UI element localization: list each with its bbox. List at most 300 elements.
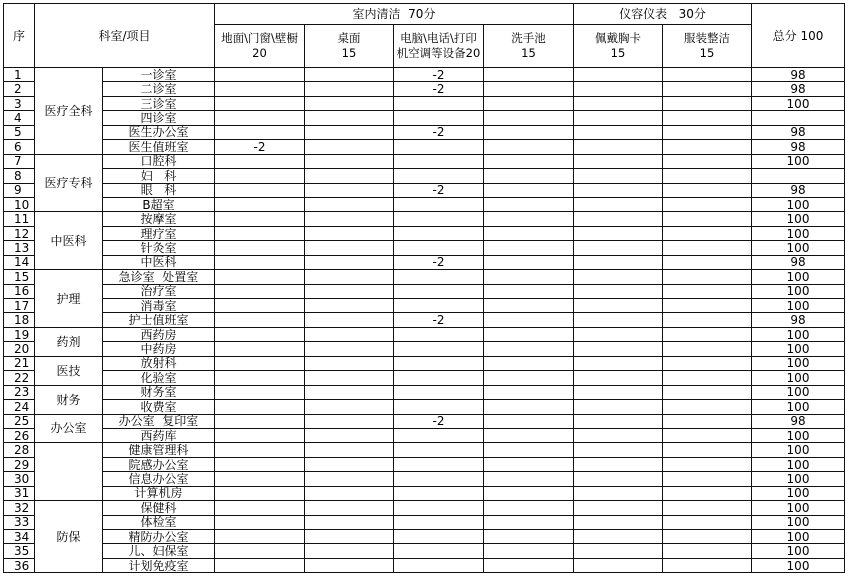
equipment-score-cell [394, 227, 484, 241]
room-name-cell: 体检室 [103, 516, 215, 530]
floor-door-cabinet-header [215, 25, 305, 68]
hygiene-inspection-table [3, 3, 845, 573]
equipment-score-cell [394, 140, 484, 154]
row-number-cell: 10 [4, 198, 35, 212]
sink-score-cell [484, 256, 574, 270]
total-score-cell: 100 [752, 357, 845, 371]
attire-score-cell [663, 415, 752, 429]
room-name-cell: 计算机房 [103, 487, 215, 501]
desk-score-cell [305, 126, 394, 140]
total-score-cell: 100 [752, 501, 845, 515]
row-number-cell: 20 [4, 342, 35, 356]
sink-score-cell [484, 227, 574, 241]
room-name-cell: 财务室 [103, 386, 215, 400]
row-number-cell: 35 [4, 544, 35, 558]
floor-door-cabinet-score-cell [215, 212, 305, 226]
row-number-cell: 32 [4, 501, 35, 515]
sink-score-cell [484, 68, 574, 82]
badge-score-cell [574, 140, 663, 154]
badge-score-cell [574, 241, 663, 255]
total-score-cell: 100 [752, 386, 845, 400]
floor-door-cabinet-score-cell [215, 516, 305, 530]
badge-score-cell [574, 501, 663, 515]
sink-score-cell [484, 82, 574, 96]
desk-score-cell [305, 415, 394, 429]
total-score-cell: 100 [752, 198, 845, 212]
desk-header [305, 25, 394, 68]
attire-score-cell [663, 155, 752, 169]
desk-score-cell [305, 487, 394, 501]
attire-score-cell [663, 270, 752, 284]
equipment-score-cell [394, 97, 484, 111]
row-number-cell: 23 [4, 386, 35, 400]
desk-score-cell [305, 371, 394, 385]
badge-score-cell [574, 342, 663, 356]
attire-score-cell [663, 256, 752, 270]
badge-score-cell [574, 371, 663, 385]
attire-score-cell [663, 241, 752, 255]
badge-score-cell [574, 256, 663, 270]
floor-door-cabinet-score-cell [215, 357, 305, 371]
sink-score-cell [484, 285, 574, 299]
attire-score-cell [663, 169, 752, 183]
equipment-header [394, 25, 484, 68]
badge-score-cell [574, 212, 663, 226]
column-header-line: 15 [521, 46, 536, 60]
desk-score-cell [305, 212, 394, 226]
attire-score-cell [663, 212, 752, 226]
row-number-cell: 14 [4, 256, 35, 270]
row-number-cell: 36 [4, 559, 35, 573]
row-number-cell: 6 [4, 140, 35, 154]
room-name-cell: 计划免疫室 [103, 559, 215, 573]
total-score-cell: 98 [752, 415, 845, 429]
attire-score-cell [663, 530, 752, 544]
room-name-cell: 护士值班室 [103, 313, 215, 327]
attire-score-cell [663, 111, 752, 125]
attire-score-cell [663, 342, 752, 356]
desk-score-cell [305, 501, 394, 515]
room-name-cell: 按摩室 [103, 212, 215, 226]
room-name-cell: 针灸室 [103, 241, 215, 255]
sink-score-cell [484, 126, 574, 140]
row-number-cell: 8 [4, 169, 35, 183]
floor-door-cabinet-score-cell [215, 155, 305, 169]
total-score-cell: 100 [752, 270, 845, 284]
equipment-score-cell [394, 516, 484, 530]
equipment-score-cell [394, 386, 484, 400]
column-header-line: 机空调等设备20 [396, 46, 481, 60]
floor-door-cabinet-score-cell [215, 415, 305, 429]
equipment-score-cell [394, 212, 484, 226]
attire-score-cell [663, 472, 752, 486]
row-number-cell: 2 [4, 82, 35, 96]
attire-score-cell [663, 313, 752, 327]
total-score-cell: 98 [752, 126, 845, 140]
equipment-score-cell: -2 [394, 415, 484, 429]
attire-score-cell [663, 198, 752, 212]
attire-score-cell [663, 487, 752, 501]
total-score-cell: 100 [752, 400, 845, 414]
desk-score-cell [305, 386, 394, 400]
equipment-score-cell [394, 198, 484, 212]
column-header-line: 桌面 [337, 31, 361, 45]
sink-score-cell [484, 140, 574, 154]
badge-score-cell [574, 68, 663, 82]
desk-score-cell [305, 198, 394, 212]
sink-score-cell [484, 357, 574, 371]
column-header-line: 15 [341, 46, 357, 60]
room-name-cell: 放射科 [103, 357, 215, 371]
desk-score-cell [305, 140, 394, 154]
badge-score-cell [574, 429, 663, 443]
badge-score-cell [574, 227, 663, 241]
badge-score-cell [574, 386, 663, 400]
room-name-cell: 西药房 [103, 328, 215, 342]
desk-score-cell [305, 241, 394, 255]
sink-header [484, 25, 574, 68]
floor-door-cabinet-score-cell [215, 472, 305, 486]
row-number-cell: 30 [4, 472, 35, 486]
row-number-cell: 5 [4, 126, 35, 140]
room-name-cell: 一诊室 [103, 68, 215, 82]
total-score-cell: 100 [752, 212, 845, 226]
desk-score-cell [305, 342, 394, 356]
badge-score-cell [574, 313, 663, 327]
equipment-score-cell: -2 [394, 68, 484, 82]
department-header: 科室/项目 [35, 4, 215, 68]
column-header-line: 20 [252, 46, 267, 60]
room-name-cell: 理疗室 [103, 227, 215, 241]
sink-score-cell [484, 313, 574, 327]
equipment-score-cell: -2 [394, 184, 484, 198]
row-number-cell: 24 [4, 400, 35, 414]
equipment-score-cell [394, 429, 484, 443]
total-score-cell: 98 [752, 313, 845, 327]
desk-score-cell [305, 313, 394, 327]
department-group-cell: 中医科 [35, 212, 103, 270]
badge-score-cell [574, 270, 663, 284]
desk-score-cell [305, 169, 394, 183]
desk-score-cell [305, 472, 394, 486]
desk-score-cell [305, 82, 394, 96]
total-score-cell: 100 [752, 516, 845, 530]
badge-score-cell [574, 328, 663, 342]
room-name-cell: B超室 [103, 198, 215, 212]
row-number-cell: 1 [4, 68, 35, 82]
room-name-cell: 收费室 [103, 400, 215, 414]
total-score-cell: 100 [752, 342, 845, 356]
badge-score-cell [574, 357, 663, 371]
total-score-cell: 98 [752, 68, 845, 82]
row-number-cell: 26 [4, 429, 35, 443]
floor-door-cabinet-score-cell [215, 530, 305, 544]
floor-door-cabinet-score-cell [215, 184, 305, 198]
floor-door-cabinet-score-cell [215, 111, 305, 125]
floor-door-cabinet-score-cell [215, 68, 305, 82]
floor-door-cabinet-score-cell [215, 270, 305, 284]
badge-score-cell [574, 516, 663, 530]
sink-score-cell [484, 198, 574, 212]
room-name-cell: 化验室 [103, 371, 215, 385]
room-name-cell: 儿、妇保室 [103, 544, 215, 558]
attire-score-cell [663, 328, 752, 342]
department-group-cell: 防保 [35, 501, 103, 573]
total-score-cell: 100 [752, 241, 845, 255]
equipment-score-cell [394, 357, 484, 371]
room-name-cell: 三诊室 [103, 97, 215, 111]
equipment-score-cell [394, 111, 484, 125]
equipment-score-cell [394, 299, 484, 313]
total-score-cell: 100 [752, 530, 845, 544]
sink-score-cell [484, 458, 574, 472]
floor-door-cabinet-score-cell [215, 97, 305, 111]
total-score-cell [752, 169, 845, 183]
room-name-cell: 妇 科 [103, 169, 215, 183]
badge-score-cell [574, 285, 663, 299]
floor-door-cabinet-score-cell [215, 299, 305, 313]
row-number-cell: 29 [4, 458, 35, 472]
floor-door-cabinet-score-cell [215, 400, 305, 414]
sink-score-cell [484, 544, 574, 558]
total-score-cell: 100 [752, 429, 845, 443]
equipment-score-cell [394, 371, 484, 385]
sink-score-cell [484, 155, 574, 169]
attire-score-cell [663, 97, 752, 111]
desk-score-cell [305, 184, 394, 198]
department-group-cell: 办公室 [35, 415, 103, 444]
total-score-cell: 100 [752, 487, 845, 501]
total-score-cell: 100 [752, 559, 845, 573]
attire-score-cell [663, 559, 752, 573]
floor-door-cabinet-score-cell [215, 386, 305, 400]
badge-score-cell [574, 299, 663, 313]
equipment-score-cell [394, 342, 484, 356]
floor-door-cabinet-score-cell [215, 313, 305, 327]
desk-score-cell [305, 97, 394, 111]
sink-score-cell [484, 443, 574, 457]
room-name-cell: 西药库 [103, 429, 215, 443]
equipment-score-cell [394, 270, 484, 284]
desk-score-cell [305, 68, 394, 82]
badge-score-cell [574, 184, 663, 198]
attire-score-cell [663, 400, 752, 414]
department-group-cell: 医疗专科 [35, 155, 103, 213]
desk-score-cell [305, 328, 394, 342]
floor-door-cabinet-score-cell [215, 487, 305, 501]
room-name-cell: 中医科 [103, 256, 215, 270]
desk-score-cell [305, 544, 394, 558]
badge-score-cell [574, 82, 663, 96]
badge-score-cell [574, 544, 663, 558]
attire-score-cell [663, 68, 752, 82]
sink-score-cell [484, 111, 574, 125]
floor-door-cabinet-score-cell [215, 198, 305, 212]
floor-door-cabinet-score-cell [215, 285, 305, 299]
column-header-line: 洗手池 [511, 31, 546, 45]
attire-score-cell [663, 501, 752, 515]
floor-door-cabinet-score-cell [215, 371, 305, 385]
total-score-cell: 100 [752, 472, 845, 486]
seq-header: 序 [4, 4, 35, 68]
equipment-score-cell: -2 [394, 313, 484, 327]
attire-score-cell [663, 357, 752, 371]
appearance-group-header: 仪容仪表 30分 [574, 4, 752, 25]
floor-door-cabinet-score-cell [215, 328, 305, 342]
indoor-cleaning-group-header: 室内清洁 70分 [215, 4, 574, 25]
sink-score-cell [484, 169, 574, 183]
department-group-cell: 护理 [35, 270, 103, 328]
desk-score-cell [305, 270, 394, 284]
badge-score-cell [574, 126, 663, 140]
total-score-cell: 98 [752, 82, 845, 96]
floor-door-cabinet-score-cell [215, 342, 305, 356]
sink-score-cell [484, 97, 574, 111]
badge-score-cell [574, 198, 663, 212]
desk-score-cell [305, 559, 394, 573]
floor-door-cabinet-score-cell [215, 559, 305, 573]
room-name-cell: 院感办公室 [103, 458, 215, 472]
sink-score-cell [484, 472, 574, 486]
floor-door-cabinet-score-cell [215, 82, 305, 96]
row-number-cell: 28 [4, 443, 35, 457]
sink-score-cell [484, 241, 574, 255]
total-score-cell: 100 [752, 328, 845, 342]
equipment-score-cell [394, 501, 484, 515]
badge-score-cell [574, 559, 663, 573]
sink-score-cell [484, 371, 574, 385]
total-score-cell: 100 [752, 544, 845, 558]
badge-score-cell [574, 415, 663, 429]
equipment-score-cell [394, 328, 484, 342]
row-number-cell: 9 [4, 184, 35, 198]
department-group-cell: 医技 [35, 357, 103, 386]
sink-score-cell [484, 342, 574, 356]
desk-score-cell [305, 443, 394, 457]
badge-score-cell [574, 530, 663, 544]
room-name-cell: 健康管理科 [103, 443, 215, 457]
equipment-score-cell [394, 443, 484, 457]
column-header-line: 电脑\电话\打印 [400, 31, 477, 45]
room-name-cell: 医生值班室 [103, 140, 215, 154]
attire-score-cell [663, 285, 752, 299]
sink-score-cell [484, 559, 574, 573]
badge-score-cell [574, 155, 663, 169]
total-score-cell: 100 [752, 458, 845, 472]
badge-header [574, 25, 663, 68]
column-header-line: 地面\门窗\壁橱 [221, 31, 298, 45]
sink-score-cell [484, 487, 574, 501]
row-number-cell: 34 [4, 530, 35, 544]
attire-score-cell [663, 126, 752, 140]
floor-door-cabinet-score-cell [215, 126, 305, 140]
row-number-cell: 17 [4, 299, 35, 313]
desk-score-cell [305, 227, 394, 241]
equipment-score-cell [394, 169, 484, 183]
department-group-cell: 医疗全科 [35, 68, 103, 155]
total-score-cell [752, 111, 845, 125]
row-number-cell: 19 [4, 328, 35, 342]
row-number-cell: 33 [4, 516, 35, 530]
badge-score-cell [574, 472, 663, 486]
total-score-cell: 100 [752, 443, 845, 457]
desk-score-cell [305, 285, 394, 299]
room-name-cell: 办公室 复印室 [103, 415, 215, 429]
sink-score-cell [484, 386, 574, 400]
equipment-score-cell [394, 472, 484, 486]
badge-score-cell [574, 400, 663, 414]
floor-door-cabinet-score-cell [215, 544, 305, 558]
floor-door-cabinet-score-cell [215, 169, 305, 183]
row-number-cell: 16 [4, 285, 35, 299]
room-name-cell: 信息办公室 [103, 472, 215, 486]
row-number-cell: 12 [4, 227, 35, 241]
room-name-cell: 二诊室 [103, 82, 215, 96]
total-score-cell: 100 [752, 97, 845, 111]
badge-score-cell [574, 443, 663, 457]
row-number-cell: 11 [4, 212, 35, 226]
room-name-cell: 急诊室 处置室 [103, 270, 215, 284]
badge-score-cell [574, 97, 663, 111]
sink-score-cell [484, 270, 574, 284]
floor-door-cabinet-score-cell: -2 [215, 140, 305, 154]
sink-score-cell [484, 429, 574, 443]
desk-score-cell [305, 357, 394, 371]
room-name-cell: 口腔科 [103, 155, 215, 169]
equipment-score-cell [394, 400, 484, 414]
total-score-cell: 100 [752, 371, 845, 385]
column-header-line: 15 [610, 46, 626, 60]
attire-score-cell [663, 458, 752, 472]
desk-score-cell [305, 516, 394, 530]
desk-score-cell [305, 111, 394, 125]
room-name-cell: 精防办公室 [103, 530, 215, 544]
total-score-cell: 100 [752, 227, 845, 241]
floor-door-cabinet-score-cell [215, 443, 305, 457]
sink-score-cell [484, 328, 574, 342]
attire-score-cell [663, 429, 752, 443]
room-name-cell: 四诊室 [103, 111, 215, 125]
attire-score-cell [663, 371, 752, 385]
desk-score-cell [305, 400, 394, 414]
room-name-cell: 保健科 [103, 501, 215, 515]
floor-door-cabinet-score-cell [215, 241, 305, 255]
floor-door-cabinet-score-cell [215, 458, 305, 472]
desk-score-cell [305, 458, 394, 472]
attire-score-cell [663, 443, 752, 457]
floor-door-cabinet-score-cell [215, 429, 305, 443]
row-number-cell: 3 [4, 97, 35, 111]
sink-score-cell [484, 299, 574, 313]
department-group-cell: 财务 [35, 386, 103, 415]
equipment-score-cell [394, 487, 484, 501]
badge-score-cell [574, 111, 663, 125]
equipment-score-cell [394, 544, 484, 558]
row-number-cell: 4 [4, 111, 35, 125]
sink-score-cell [484, 501, 574, 515]
sink-score-cell [484, 400, 574, 414]
equipment-score-cell [394, 530, 484, 544]
department-group-cell: 药剂 [35, 328, 103, 357]
total-score-cell: 98 [752, 184, 845, 198]
room-name-cell: 治疗室 [103, 285, 215, 299]
row-number-cell: 15 [4, 270, 35, 284]
room-name-cell: 眼 科 [103, 184, 215, 198]
equipment-score-cell: -2 [394, 126, 484, 140]
floor-door-cabinet-score-cell [215, 501, 305, 515]
total-score-cell: 98 [752, 256, 845, 270]
attire-score-cell [663, 544, 752, 558]
